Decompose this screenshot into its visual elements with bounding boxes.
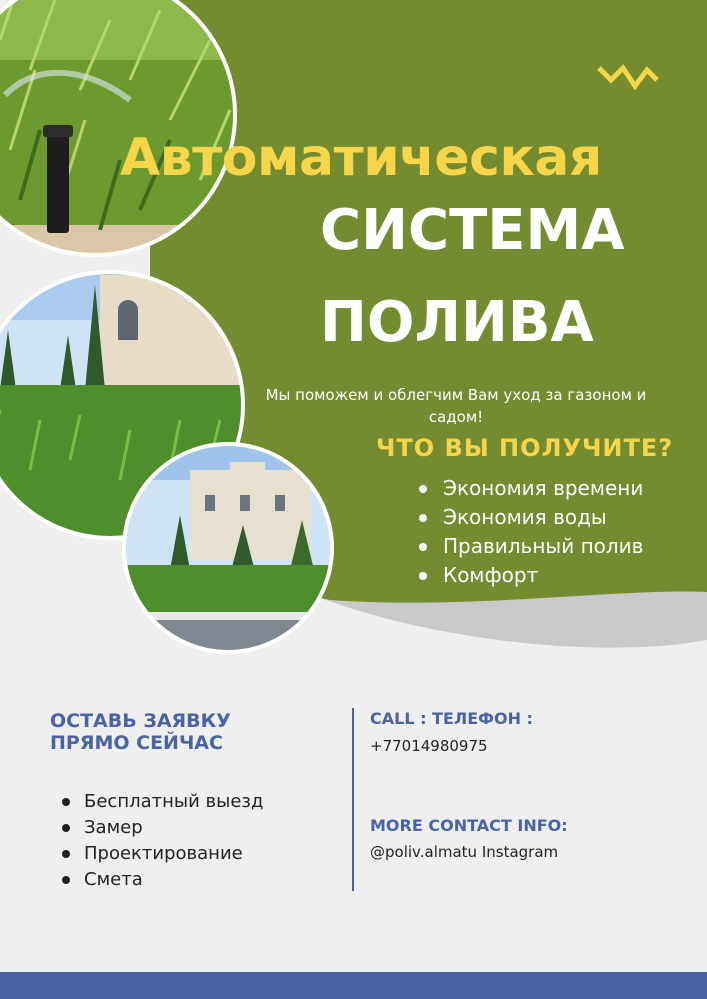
more-contact-heading: MORE CONTACT INFO: <box>370 816 568 835</box>
call-to-action-heading: ОСТАВЬ ЗАЯВКУ ПРЯМО СЕЙЧАС <box>50 710 231 754</box>
benefit-item: Экономия времени <box>418 474 643 503</box>
headline-automatic: Автоматическая <box>120 128 602 188</box>
zigzag-chevron-logo-icon <box>597 64 659 92</box>
benefit-item: Комфорт <box>418 561 643 590</box>
instagram-handle[interactable]: @poliv.almatu Instagram <box>370 843 559 861</box>
service-item: Замер <box>62 815 263 841</box>
phone-number[interactable]: +77014980975 <box>370 737 488 755</box>
benefits-heading: ЧТО ВЫ ПОЛУЧИТЕ? <box>376 434 674 462</box>
vertical-divider <box>352 708 354 891</box>
headline-system: СИСТЕМА <box>320 198 625 263</box>
services-list <box>62 789 263 893</box>
call-heading: CALL : ТЕЛЕФОН : <box>370 709 533 728</box>
benefit-item: Правильный полив <box>418 532 643 561</box>
service-item: Проектирование <box>62 841 263 867</box>
service-item: Смета <box>62 867 263 893</box>
subtitle-text: Мы поможем и облегчим Вам уход за газоном и садом! <box>265 386 647 426</box>
benefit-item: Экономия воды <box>418 503 643 532</box>
headline-irrigation: ПОЛИВА <box>320 290 594 355</box>
footer-bar <box>0 972 707 999</box>
benefits-list <box>418 474 643 590</box>
service-item: Бесплатный выезд <box>62 789 263 815</box>
